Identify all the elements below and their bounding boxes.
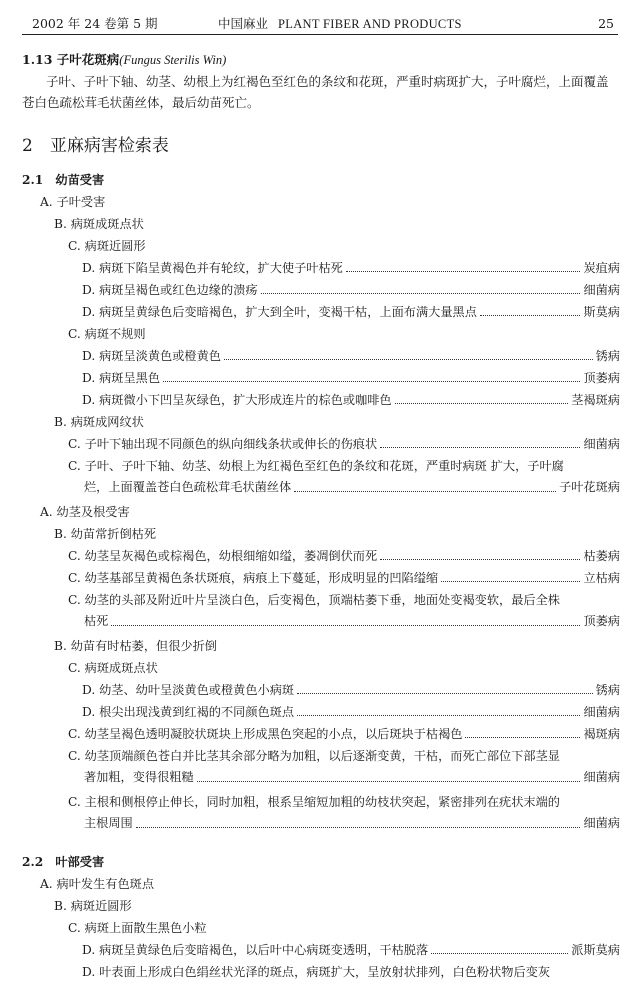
entry-result: 细菌病 — [583, 283, 620, 297]
entry-text: C. 幼茎呈灰褐色或棕褐色，幼根细缩如缢，萎凋倒伏而死 — [68, 549, 378, 563]
entry-text-line1: C. 幼茎顶端颜色苍白并比茎其余部分略为加粗，以后逐渐变黄，干枯，而死亡部位下部茎显 — [68, 749, 560, 763]
entry-text-line2: 主根周围 — [84, 816, 133, 830]
entry-text: D. 病斑呈黄绿色后变暗褐色，以后叶中心病斑变透明，干枯脱落 — [82, 943, 429, 957]
key-level-b: B. 幼苗常折倒枯死 — [54, 527, 157, 541]
leader-dots — [111, 625, 580, 626]
key-level-b: B. 病斑成斑点状 — [54, 217, 144, 231]
page-number: 25 — [598, 16, 614, 31]
entry-text: D. 幼茎、幼叶呈淡黄色或橙黄色小病斑 — [82, 683, 295, 697]
leader-dots — [380, 447, 580, 448]
journal-name — [218, 14, 462, 34]
subsection-heading: 2.1 幼苗受害 — [22, 173, 105, 187]
entry-result: 褐斑病 — [583, 727, 620, 741]
key-entry-multiline — [68, 456, 620, 498]
key-entry — [82, 390, 620, 410]
entry-text: C. 幼茎基部呈黄褐色条状斑痕，病痕上下蔓延，形成明显的凹陷缢缩 — [68, 571, 439, 585]
leader-dots — [380, 559, 580, 560]
leader-dots — [465, 737, 580, 738]
key-level-b: B. 病斑成网纹状 — [54, 415, 144, 429]
leader-dots — [431, 953, 568, 954]
entry-result: 子叶花斑病 — [559, 480, 620, 494]
key-level-b: B. 病斑近圆形 — [54, 899, 132, 913]
entry-text-line2: 著加粗，变得很粗糙 — [84, 770, 194, 784]
entry-result: 炭疽病 — [583, 261, 620, 275]
key-entry — [82, 702, 620, 722]
section-paragraph: 子叶、子叶下轴、幼茎、幼根上为红褐色至红色的条纹和花斑，严重时病斑扩大，子叶腐烂，上面覆盖苍白色疏松茸毛状菌丝体，最后幼苗死亡。 — [22, 74, 609, 110]
entry-continuation — [68, 611, 620, 632]
entry-result: 派斯莫病 — [571, 943, 620, 957]
entry-result: 锈病 — [595, 349, 620, 363]
key-entry-multiline — [68, 590, 620, 632]
key-entry — [68, 568, 620, 588]
key-entry — [68, 434, 620, 454]
key-level-c: C. 病斑上面散生黑色小粒 — [68, 921, 207, 935]
heading-cn: 1.13 子叶花斑病 — [22, 52, 120, 67]
section-2-title: 2 亚麻病害检索表 — [22, 136, 169, 156]
key-level-c: C. 病斑近圆形 — [68, 239, 146, 253]
entry-text-line1: C. 幼茎的头部及附近叶片呈淡白色，后变褐色，顶端枯萎下垂，地面处变褐变软，最后全株 — [68, 593, 560, 607]
entry-result: 顶萎病 — [583, 614, 620, 628]
leader-dots — [224, 359, 593, 360]
entry-text: D. 根尖出现浅黄到红褐的不同颜色斑点 — [82, 705, 295, 719]
entry-text-line2: 枯死 — [84, 614, 109, 628]
entry-result: 细菌病 — [583, 770, 620, 784]
key-level-a: A. 病叶发生有色斑点 — [40, 877, 155, 891]
key-level-a: A. 子叶受害 — [40, 195, 106, 209]
entry-text-line1: C. 子叶、子叶下轴、幼茎、幼根上为红褐色至红色的条纹和花斑，严重时病斑 扩大，子叶腐 — [68, 459, 564, 473]
key-entry — [82, 680, 620, 700]
leader-dots — [441, 581, 580, 582]
leader-dots — [136, 827, 581, 828]
entry-result: 锈病 — [595, 683, 620, 697]
leader-dots — [395, 403, 569, 404]
entry-text: D. 病斑呈淡黄色或橙黄色 — [82, 349, 221, 363]
key-entry — [82, 302, 620, 322]
key-entry — [82, 258, 620, 278]
running-header — [22, 14, 618, 35]
journal-name-en: PLANT FIBER AND PRODUCTS — [278, 17, 462, 31]
entry-continuation — [68, 767, 620, 788]
issue-info: 2002 年 24 卷第 5 期 — [32, 16, 158, 31]
key-entry — [68, 546, 620, 566]
entry-result: 茎褐斑病 — [571, 393, 620, 407]
leader-dots — [163, 381, 580, 382]
entry-result: 枯萎病 — [583, 549, 620, 563]
key-entry — [82, 940, 620, 960]
key-entry-multiline — [68, 746, 620, 788]
heading-latin: (Fungus Sterilis Win) — [119, 53, 227, 67]
key-entry — [82, 346, 620, 366]
leader-dots — [294, 491, 556, 492]
section-1-13 — [22, 49, 620, 113]
entry-result: 顶萎病 — [583, 371, 620, 385]
entry-result: 立枯病 — [583, 571, 620, 585]
leader-dots — [480, 315, 581, 316]
entry-continuation — [68, 813, 620, 834]
entry-text-line2: 烂，上面覆盖苍白色疏松茸毛状菌丝体 — [84, 480, 292, 494]
key-level-a: A. 幼茎及根受害 — [40, 505, 130, 519]
entry-text: D. 病斑呈黄绿色后变暗褐色，扩大到全叶，变褐干枯，上面布满大量黑点 — [82, 305, 477, 319]
key-level-b: B. 幼苗有时枯萎，但很少折倒 — [54, 639, 217, 653]
leader-dots — [346, 271, 581, 272]
entry-result: 细菌病 — [583, 437, 620, 451]
entry-result: 细菌病 — [583, 816, 620, 830]
leader-dots — [197, 781, 581, 782]
entry-text: D. 病斑呈褐色或红色边缘的溃疡 — [82, 283, 258, 297]
leader-dots — [297, 693, 593, 694]
key-entry — [68, 724, 620, 744]
subsection-heading: 2.2 叶部受害 — [22, 855, 105, 869]
entry-text: D. 病斑呈黑色 — [82, 371, 161, 385]
leader-dots — [261, 293, 581, 294]
entry-text: C. 幼茎呈褐色透明凝胶状斑块上形成黑色突起的小点，以后斑块于枯褐色 — [68, 727, 463, 741]
journal-name-cn: 中国麻业 — [218, 16, 269, 31]
entry-text-line1: C. 主根和侧根停止伸长，同时加粗，根系呈缩短加粗的幼枝状突起，紧密排列在疣状末端的 — [68, 795, 560, 809]
key-entry-partial: D. 叶表面上形成白色绢丝状光泽的斑点，病斑扩大，呈放射状排列，白色粉状物后变灰 — [82, 965, 551, 979]
section-heading — [22, 49, 620, 71]
key-level-c: C. 病斑不规则 — [68, 327, 146, 341]
entry-text: D. 病斑下陷呈黄褐色并有轮纹，扩大使子叶枯死 — [82, 261, 343, 275]
entry-continuation — [68, 477, 620, 498]
key-entry — [82, 368, 620, 388]
key-entry — [82, 280, 620, 300]
entry-result: 斯莫病 — [583, 305, 620, 319]
entry-text: D. 病斑微小下凹呈灰绿色，扩大形成连片的棕色或咖啡色 — [82, 393, 392, 407]
entry-result: 细菌病 — [583, 705, 620, 719]
leader-dots — [297, 715, 580, 716]
key-level-c: C. 病斑成斑点状 — [68, 661, 158, 675]
entry-text: C. 子叶下轴出现不同颜色的纵向细线条状或伸长的伤痕状 — [68, 437, 378, 451]
key-entry-multiline — [68, 792, 620, 834]
